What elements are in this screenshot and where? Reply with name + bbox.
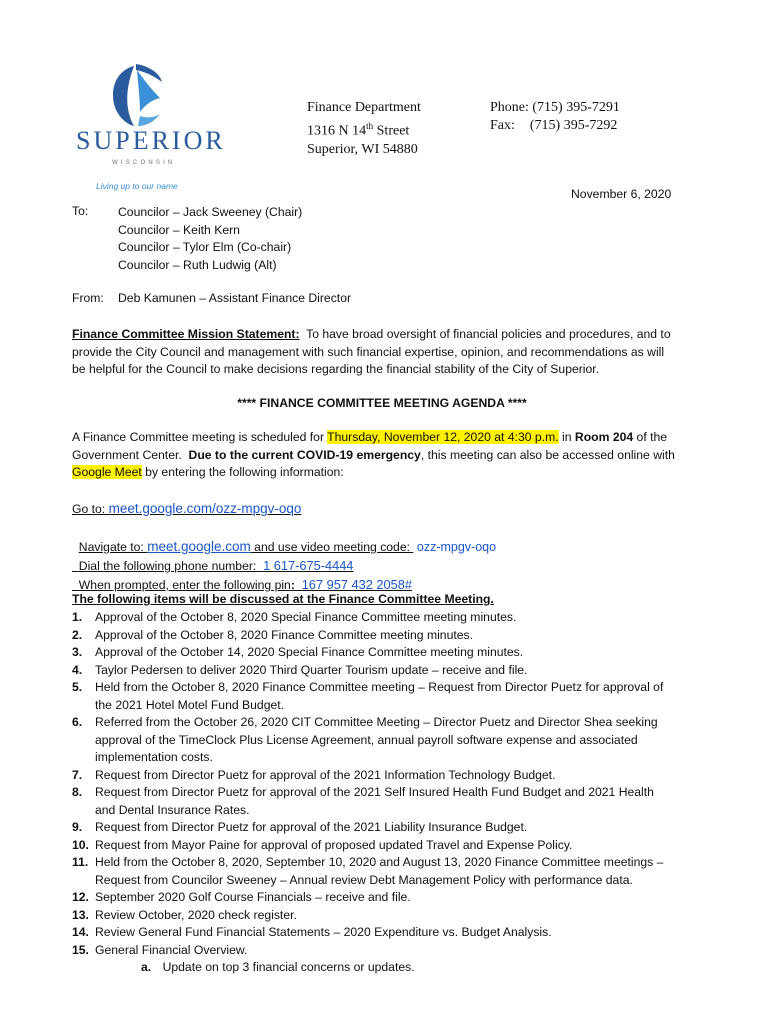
recipient: Councilor – Tylor Elm (Co-chair) [118, 240, 292, 254]
item-text: Request from Mayor Paine for approval of proposed updated Travel and Expense Policy. [95, 837, 573, 852]
subitem-letter: a. [141, 960, 152, 974]
google-meet-label: Google Meet [72, 465, 142, 479]
item-number: 6. [72, 715, 83, 729]
recipient-list [118, 204, 302, 274]
agenda-item [72, 942, 702, 960]
goto-line [72, 499, 301, 519]
item-text: September 2020 Golf Course Financials – receive and file. [95, 890, 411, 904]
fax-number: (715) 395-7292 [529, 118, 618, 133]
item-text: Held from the October 8, 2020 Finance Committee meeting – Request from Director Puetz for approval of [95, 680, 664, 694]
meeting-code: ozz-mpgv-oqo [413, 540, 497, 554]
item-number: 3. [72, 645, 83, 659]
recipient: Councilor – Keith Kern [118, 222, 240, 237]
meeting-line-3 [72, 464, 712, 482]
mission-line-3: be helpful for the Council to make decisions regarding the financial stability of the City of Superior. [72, 362, 600, 376]
subitem-text: Update on top 3 financial concerns or updates. [162, 960, 415, 974]
from-label: From: [72, 291, 104, 305]
item-text: and Dental Insurance Rates. [95, 802, 250, 817]
logo-wordmark: SUPERIOR [76, 126, 226, 155]
item-number: 1. [72, 610, 83, 624]
item-number: 12. [72, 890, 89, 904]
agenda-item [72, 609, 702, 627]
fax-line [490, 117, 620, 135]
mission-line-1 [72, 326, 712, 344]
meeting-datetime: Thursday, November 12, 2020 at 4:30 p.m. [327, 430, 559, 444]
logo-tagline: Living up to our name [96, 181, 178, 191]
dept-name: Finance Department [307, 100, 421, 115]
item-text: approval of the TimeClock Plus License Agreement, annual payroll software expense and associated [95, 732, 638, 747]
agenda-item [72, 854, 702, 889]
item-text: Approval of the October 14, 2020 Special Finance Committee meeting minutes. [95, 645, 524, 659]
meeting-of-the: of the [633, 430, 668, 444]
recipient: Councilor – Jack Sweeney (Chair) [118, 205, 303, 219]
item-number: 9. [72, 820, 83, 834]
item-text: Approval of the October 8, 2020 Finance Committee meeting minutes. [95, 627, 474, 642]
item-text: Request from Councilor Sweeney – Annual review Debt Management Policy with performance data. [95, 872, 633, 887]
city-logo [72, 60, 226, 195]
item-number: 2. [72, 627, 83, 642]
recipient: Councilor – Ruth Ludwig (Alt) [118, 257, 277, 272]
item-text: Taylor Pedersen to deliver 2020 Third Quarter Tourism update – receive and file. [95, 662, 528, 677]
item-text: Request from Director Puetz for approval of the 2021 Information Technology Budget. [95, 767, 556, 782]
meeting-location: Government Center. [72, 447, 189, 462]
dial-number[interactable]: 1 617-675-4444 [263, 558, 354, 573]
item-number: 15. [72, 942, 89, 957]
item-number: 8. [72, 785, 83, 799]
item-text: Approval of the October 8, 2020 Special Finance Committee meeting minutes. [95, 610, 517, 624]
agenda-subitem [141, 959, 415, 977]
item-text: implementation costs. [95, 750, 213, 764]
pin-number: 167 957 432 2058# [301, 577, 412, 592]
agenda-item [72, 714, 702, 767]
item-number: 13. [72, 907, 89, 922]
agenda-item [72, 662, 702, 680]
agenda-item [72, 837, 702, 855]
meeting-in: in [558, 430, 575, 444]
meeting-line-2 [72, 447, 712, 465]
street-number: 1316 N 14 [307, 123, 367, 139]
item-text: Review October, 2020 check register. [95, 907, 297, 922]
agenda-item [72, 784, 702, 819]
agenda-item [72, 907, 702, 925]
navigate-label: Navigate to: [78, 540, 148, 554]
item-number: 4. [72, 662, 83, 677]
mission-heading: Finance Committee Mission Statement: [72, 327, 300, 341]
agenda-title: **** FINANCE COMMITTEE MEETING AGENDA **** [237, 396, 527, 410]
pin-label: When prompted, enter the following pin [78, 578, 291, 592]
pin-line [72, 556, 412, 595]
item-text: the 2021 Hotel Motel Fund Budget. [95, 697, 285, 712]
item-text: Request from Director Puetz for approval of the 2021 Self Insured Health Fund Budget and 2021 Health [95, 785, 654, 799]
meeting-intro: A Finance Committee meeting is scheduled for [72, 430, 328, 444]
item-number: 7. [72, 767, 83, 782]
city-state-zip: Superior, WI 54880 [307, 141, 418, 157]
phone-number: Phone: (715) 395-7291 [490, 100, 620, 115]
agenda-item [72, 644, 702, 662]
agenda-item [72, 679, 702, 714]
item-text: Request from Director Puetz for approval of the 2021 Liability Insurance Budget. [95, 820, 528, 834]
meeting-instructions: by entering the following information: [141, 465, 344, 479]
item-number: 11. [72, 855, 89, 869]
from-name: Deb Kamunen – Assistant Finance Director [118, 291, 352, 305]
mission-line-2: provide the City Council and management with such financial expertise, opinion, and recommendations as will [72, 344, 665, 359]
agenda-item [72, 889, 702, 907]
sail-logo-icon [104, 60, 164, 128]
meeting-details [72, 429, 712, 482]
street-name: Street [373, 123, 410, 139]
letterhead-contact [490, 99, 620, 135]
letterhead-address [307, 99, 421, 159]
agenda-item [72, 767, 702, 785]
fax-label: Fax: [490, 118, 515, 133]
items-heading: The following items will be discussed at the Finance Committee Meeting. [72, 592, 494, 606]
item-text: General Financial Overview. [95, 942, 248, 957]
agenda-item [72, 627, 702, 645]
agenda-item [72, 819, 702, 837]
item-text: Held from the October 8, 2020, September 10, 2020 and August 13, 2020 Finance Committee meetings – [95, 855, 664, 869]
to-label: To: [72, 204, 89, 218]
covid-notice: Due to the current COVID-19 emergency [188, 447, 421, 462]
street-address [307, 117, 421, 141]
meeting-line-1 [72, 429, 712, 447]
logo-state: WISCONSIN [112, 160, 176, 166]
meet-home-link[interactable]: meet.google.com [147, 539, 251, 554]
item-number: 5. [72, 680, 83, 694]
dial-label: Dial the following phone number: [78, 559, 264, 573]
pin-colon: : [290, 578, 302, 592]
item-number: 14. [72, 925, 89, 939]
item-text: Review General Fund Financial Statements – 2020 Expenditure vs. Budget Analysis. [95, 925, 552, 939]
meeting-room: Room 204 [574, 430, 634, 444]
mission-text-1: To have broad oversight of financial policies and procedures, and to [299, 327, 671, 341]
mission-statement [72, 326, 712, 379]
agenda-item [72, 924, 702, 942]
meet-link[interactable]: meet.google.com/ozz-mpgv-oqo [108, 501, 302, 516]
meeting-online: , this meeting can also be accessed online with [420, 447, 675, 462]
street-suffix-sup: th [366, 121, 374, 131]
item-number: 10. [72, 837, 89, 852]
item-text: Referred from the October 26, 2020 CIT Committee Meeting – Director Puetz and Director Shea seeking [95, 715, 658, 729]
meeting-code-label: and use video meeting code: [250, 540, 414, 554]
memo-date: November 6, 2020 [571, 187, 672, 201]
goto-label: Go to: [72, 502, 109, 516]
